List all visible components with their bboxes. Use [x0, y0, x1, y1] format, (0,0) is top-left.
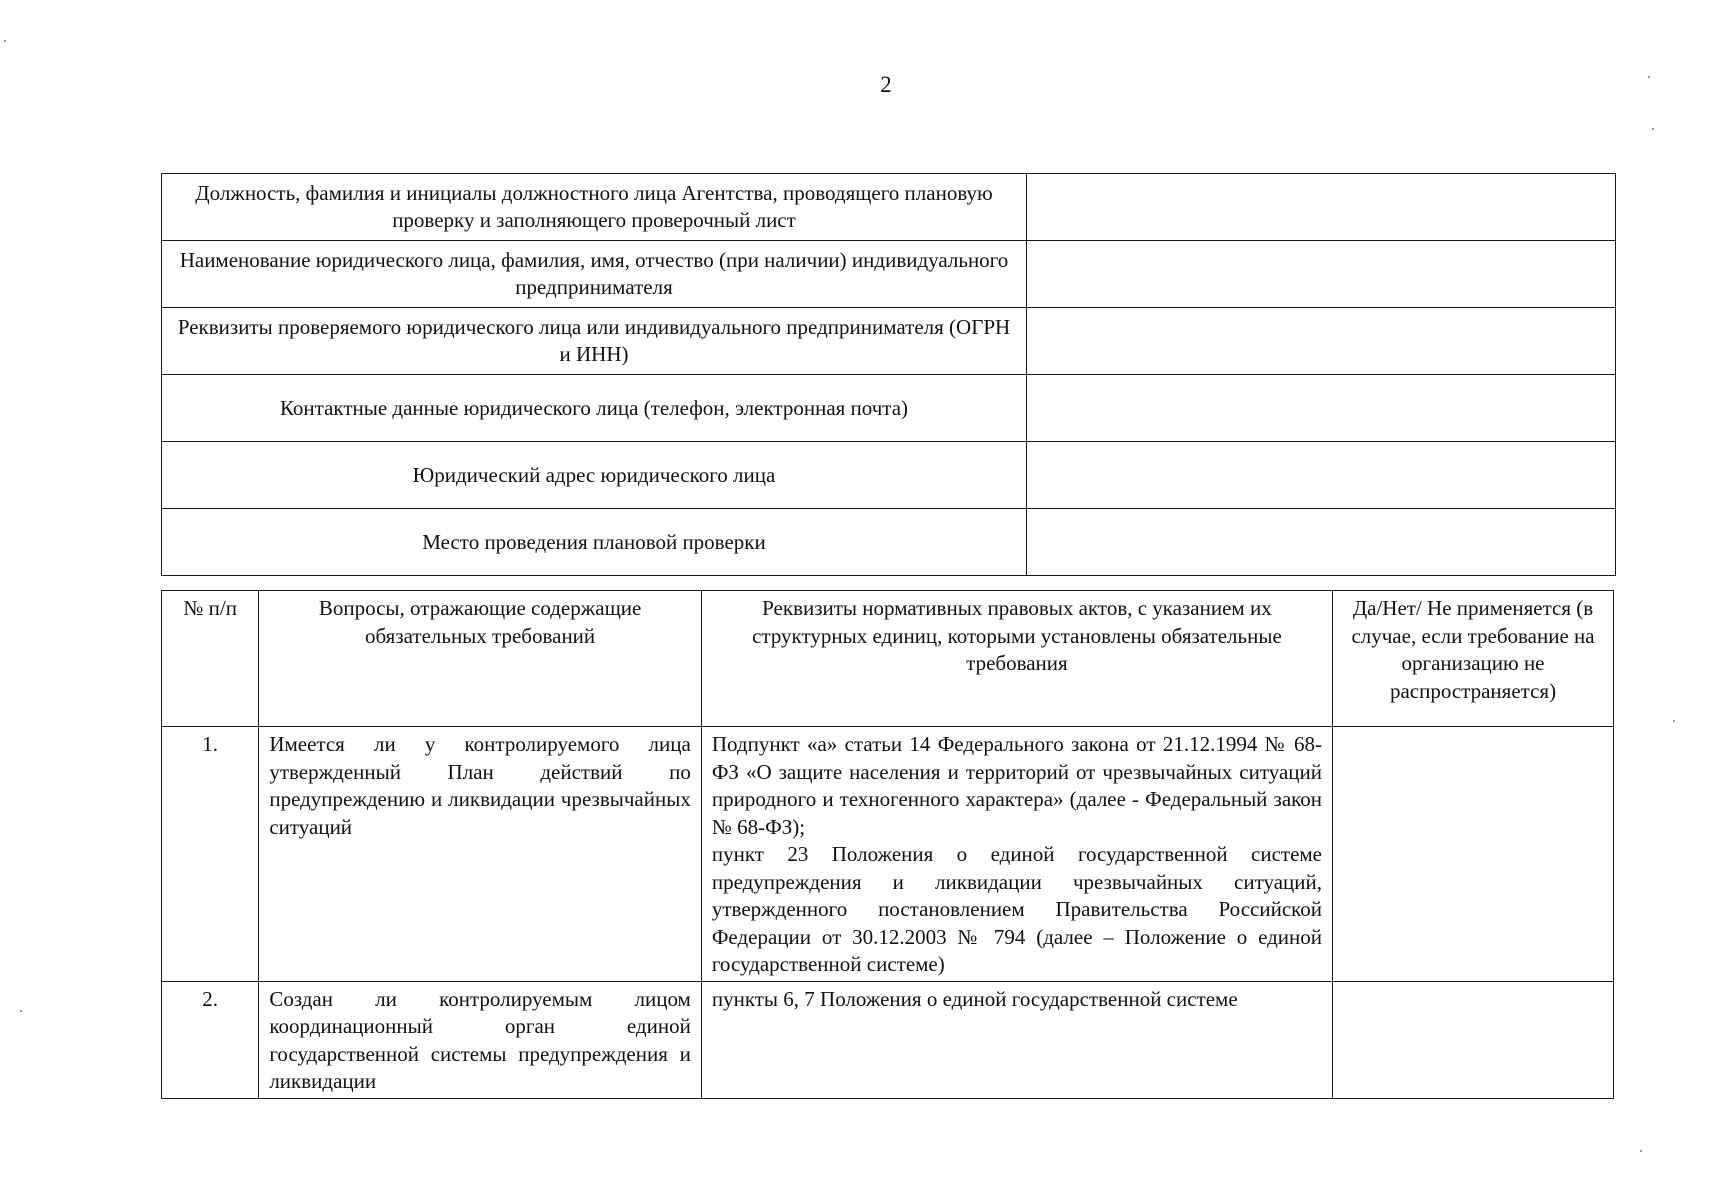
info-label-official: Должность, фамилия и инициалы должностного лица Агентства, проводящего плановую проверку и заполняющего проверочный лист: [162, 174, 1027, 241]
scan-speck: [1673, 720, 1675, 722]
info-row-official: [162, 174, 1616, 241]
checklist-header-row: [162, 591, 1614, 727]
info-row-contacts: [162, 375, 1616, 442]
header-question: Вопросы, отражающие содержащие обязательных требований: [259, 591, 702, 727]
info-label-legal-address: Юридический адрес юридического лица: [162, 442, 1027, 509]
checklist-row: [162, 981, 1614, 1098]
info-value-legal-address[interactable]: [1027, 442, 1616, 509]
info-row-inspection-place: [162, 509, 1616, 576]
page-number: 2: [880, 72, 892, 97]
info-label-entity-name: Наименование юридического лица, фамилия, имя, отчество (при наличии) индивидуального предпринимателя: [162, 241, 1027, 308]
info-label-requisites: Реквизиты проверяемого юридического лица или индивидуального предпринимателя (ОГРН и ИНН): [162, 308, 1027, 375]
row-requisites: [701, 981, 1332, 1098]
info-row-legal-address: [162, 442, 1616, 509]
info-value-official[interactable]: [1027, 174, 1616, 241]
scan-speck: [1640, 1150, 1642, 1152]
scan-speck: [20, 1010, 22, 1012]
checklist-table: [161, 590, 1614, 1099]
info-row-entity-name: [162, 241, 1616, 308]
inspection-info-table: [161, 173, 1616, 576]
info-value-inspection-place[interactable]: [1027, 509, 1616, 576]
header-num: № п/п: [162, 591, 259, 727]
info-value-requisites[interactable]: [1027, 308, 1616, 375]
info-row-requisites: [162, 308, 1616, 375]
info-value-contacts[interactable]: [1027, 375, 1616, 442]
header-requisites: Реквизиты нормативных правовых актов, с указанием их структурных единиц, которыми установлены обязательные требования: [701, 591, 1332, 727]
info-label-contacts: Контактные данные юридического лица (телефон, электронная почта): [162, 375, 1027, 442]
scan-speck: [4, 40, 6, 42]
row-requisites: [701, 727, 1332, 982]
header-answer: Да/Нет/ Не применяется (в случае, если требование на организацию не распространяется): [1333, 591, 1614, 727]
row-answer[interactable]: [1333, 727, 1614, 982]
row-requisites-part: пункты 6, 7 Положения о единой государственной системе: [711, 986, 1238, 1011]
row-answer[interactable]: [1333, 981, 1614, 1098]
row-question: Создан ли контролируемым лицом координационный орган единой государственной системы предупреждения и ликвидации: [259, 981, 702, 1098]
checklist-row: [162, 727, 1614, 982]
row-requisites-part: Подпункт «а» статьи 14 Федерального закона от 21.12.1994 № 68-ФЗ «О защите населения и территорий от чрезвычайных ситуаций природного и техногенного характера» (далее - Федеральный закон № 68-ФЗ);: [711, 732, 1323, 839]
row-number: 1.: [162, 727, 259, 982]
info-value-entity-name[interactable]: [1027, 241, 1616, 308]
row-requisites-part: пункт 23 Положения о единой государственной системе предупреждения и ликвидации чрезвычайных ситуаций, утвержденного постановлением Правительства Российской Федерации от 30.12.2003 № 794 (далее – Положение о единой государственной системе): [711, 842, 1323, 976]
scan-speck: [1652, 128, 1654, 130]
row-number: 2.: [162, 981, 259, 1098]
info-label-inspection-place: Место проведения плановой проверки: [162, 509, 1027, 576]
scan-speck: [1648, 76, 1650, 78]
row-question: Имеется ли у контролируемого лица утвержденный План действий по предупреждению и ликвидации чрезвычайных ситуаций: [259, 727, 702, 982]
